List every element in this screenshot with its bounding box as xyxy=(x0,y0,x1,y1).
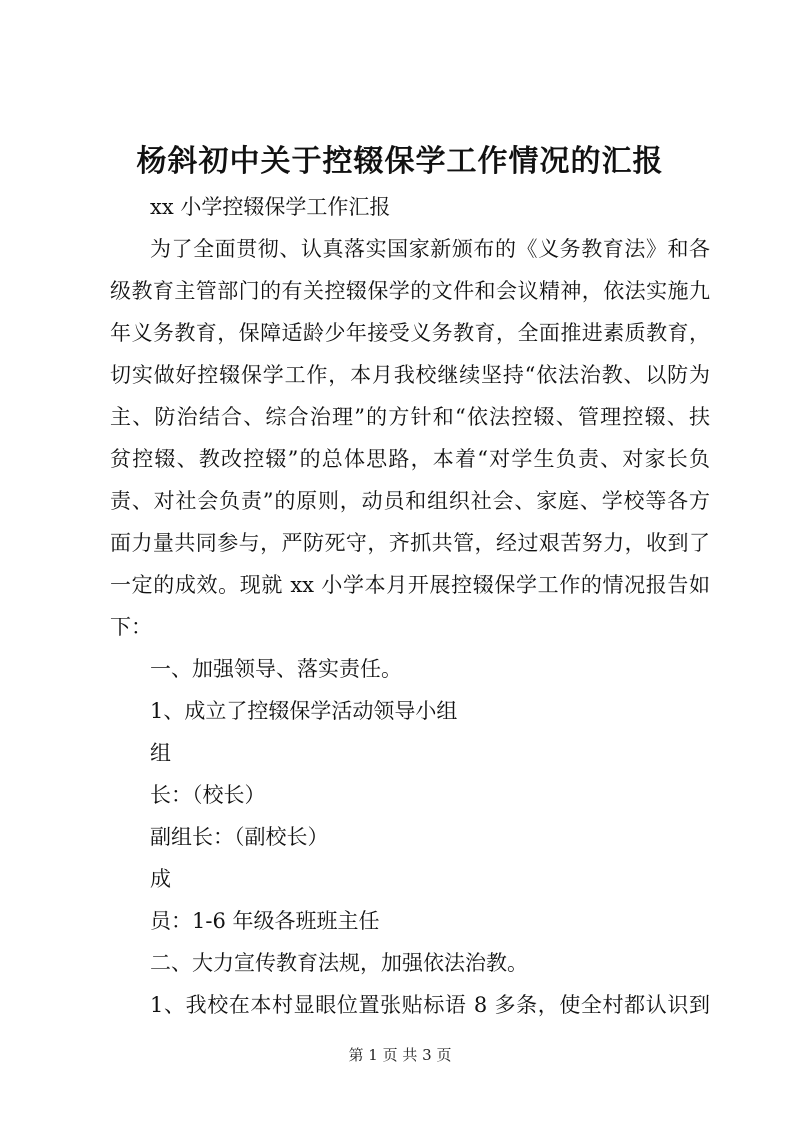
paragraph-line: 切实做好控辍保学工作，本月我校继续坚持“依法治教、以防为 xyxy=(110,363,710,387)
paragraph-line: 一定的成效。现就 xx 小学本月开展控辍保学工作的情况报告如 xyxy=(110,573,710,597)
page-number-footer: 第 1 页 共 3 页 xyxy=(348,1046,452,1064)
section-heading: 一、加强领导、落实责任。 xyxy=(150,657,402,681)
list-item: 1、成立了控辍保学活动领导小组 xyxy=(150,699,458,723)
paragraph-line: 为了全面贯彻、认真落实国家新颁布的《义务教育法》和各 xyxy=(150,237,710,261)
paragraph-line: 年义务教育，保障适龄少年接受义务教育，全面推进素质教育， xyxy=(110,321,710,345)
paragraph-line: 下： xyxy=(110,615,152,639)
list-item: 长：（校长） xyxy=(150,783,266,807)
section-heading: 二、大力宣传教育法规，加强依法治教。 xyxy=(150,951,528,975)
list-item: 成 xyxy=(150,867,171,891)
paragraph-line: 责、对社会负责”的原则，动员和组织社会、家庭、学校等各方 xyxy=(110,489,710,513)
subtitle-line: xx 小学控辍保学工作汇报 xyxy=(150,195,391,219)
document-body xyxy=(110,186,710,1026)
list-item: 员：1-6 年级各班班主任 xyxy=(150,909,380,933)
paragraph-line: 主、防治结合、综合治理”的方针和“依法控辍、管理控辍、扶 xyxy=(110,405,710,429)
paragraph-line: 面力量共同参与，严防死守，齐抓共管，经过艰苦努力，收到了 xyxy=(110,531,710,555)
list-item: 副组长：（副校长） xyxy=(150,825,329,849)
document-title: 杨斜初中关于控辍保学工作情况的汇报 xyxy=(136,144,664,179)
list-item: 组 xyxy=(150,741,171,765)
paragraph-line: 贫控辍、教改控辍”的总体思路，本着“对学生负责、对家长负 xyxy=(110,447,710,471)
paragraph-line: 1、我校在本村显眼位置张贴标语 8 多条，使全村都认识到 xyxy=(150,993,710,1017)
paragraph-line: 级教育主管部门的有关控辍保学的文件和会议精神，依法实施九 xyxy=(110,279,710,303)
